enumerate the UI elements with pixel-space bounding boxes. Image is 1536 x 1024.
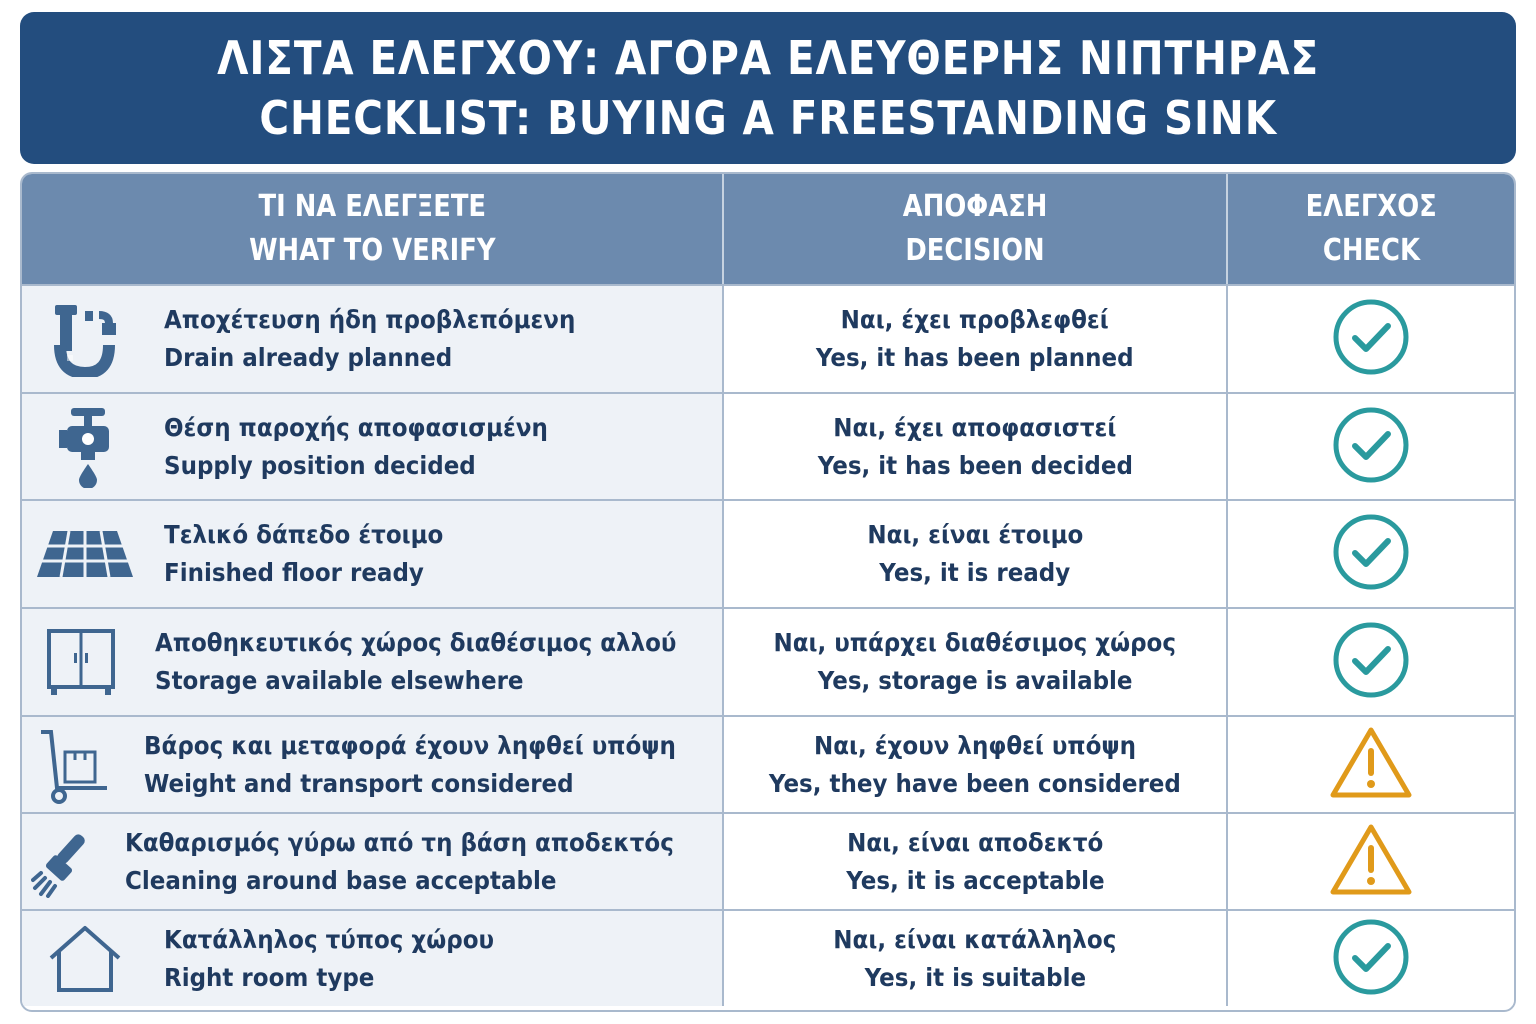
decision-cell — [724, 286, 1228, 392]
check-circle-icon — [1331, 917, 1411, 1001]
title-english: CHECKLIST: BUYING A FREESTANDING SINK — [259, 91, 1277, 145]
drain-pipe-icon — [22, 286, 148, 392]
table-body — [22, 284, 1514, 1006]
header-label-greek: ΤΙ ΝΑ ΕΛΕΓΞΕΤΕ — [258, 189, 486, 224]
item-cell — [22, 814, 724, 909]
decision-greek: Ναι, είναι έτοιμο — [867, 520, 1083, 549]
header-label-greek: ΑΠΟΦΑΣΗ — [902, 189, 1048, 224]
floor-tiles-icon — [22, 501, 148, 607]
decision-english: Yes, they have been considered — [769, 768, 1181, 798]
check-cell — [1228, 501, 1514, 607]
decision-greek: Ναι, είναι αποδεκτό — [846, 827, 1104, 857]
item-cell — [22, 717, 724, 812]
decision-greek: Ναι, υπάρχει διαθέσιμος χώρος — [773, 628, 1177, 657]
header-label-greek: ΕΛΕΓΧΟΣ — [1305, 189, 1437, 224]
item-cell — [22, 286, 724, 392]
checklist-table — [20, 172, 1516, 1012]
item-label-english: Right room type — [164, 962, 375, 992]
item-label-greek: Κατάλληλος τύπος χώρου — [164, 924, 495, 954]
header-check — [1228, 174, 1514, 284]
check-cell — [1228, 814, 1514, 909]
header-label-english: DECISION — [905, 233, 1045, 268]
item-label-greek: Αποχέτευση ήδη προβλεπόμενη — [164, 305, 576, 334]
decision-cell — [724, 717, 1228, 812]
item-text — [128, 727, 722, 803]
item-label-english: Drain already planned — [164, 343, 453, 372]
table-row — [22, 909, 1514, 1006]
check-cell — [1228, 286, 1514, 392]
decision-greek: Ναι, έχει αποφασιστεί — [833, 412, 1117, 442]
title-banner — [20, 12, 1516, 164]
table-row — [22, 715, 1514, 812]
decision-english: Yes, storage is available — [817, 666, 1133, 695]
item-label-greek: Βάρος και μεταφορά έχουν ληφθεί υπόψη — [143, 730, 676, 760]
item-label-english: Weight and transport considered — [143, 768, 574, 798]
decision-english: Yes, it has been decided — [817, 450, 1133, 480]
check-circle-icon — [1331, 620, 1411, 704]
item-text — [139, 624, 722, 700]
item-cell — [22, 911, 724, 1006]
item-label-greek: Θέση παροχής αποφασισμένη — [164, 412, 548, 442]
header-decision — [724, 174, 1228, 284]
item-label-english: Storage available elsewhere — [155, 666, 524, 695]
decision-english: Yes, it is suitable — [864, 962, 1086, 992]
table-header — [22, 174, 1514, 284]
decision-cell — [724, 501, 1228, 607]
decision-english: Yes, it is acceptable — [845, 865, 1105, 895]
table-row — [22, 607, 1514, 715]
item-text — [148, 409, 581, 485]
decision-cell — [724, 814, 1228, 909]
warning-triangle-icon — [1329, 822, 1413, 902]
hand-truck-icon — [22, 717, 128, 812]
check-cell — [1228, 609, 1514, 715]
item-text — [148, 301, 611, 377]
check-cell — [1228, 717, 1514, 812]
check-circle-icon — [1331, 512, 1411, 596]
item-label-greek: Καθαρισμός γύρω από τη βάση αποδεκτός — [125, 827, 675, 857]
table-row — [22, 392, 1514, 499]
decision-cell — [724, 394, 1228, 499]
item-cell — [22, 501, 724, 607]
item-label-greek: Τελικό δάπεδο έτοιμο — [164, 520, 444, 549]
cabinet-icon — [22, 609, 139, 715]
item-cell — [22, 394, 724, 499]
decision-cell — [724, 609, 1228, 715]
cleaning-brush-icon — [22, 814, 109, 909]
house-icon — [22, 911, 148, 1006]
item-cell — [22, 609, 724, 715]
table-row — [22, 812, 1514, 909]
item-text — [148, 921, 523, 997]
item-label-greek: Αποθηκευτικός χώρος διαθέσιμος αλλού — [155, 628, 677, 657]
item-label-english: Supply position decided — [164, 450, 476, 480]
item-text — [148, 516, 468, 592]
water-tap-icon — [22, 394, 148, 499]
check-circle-icon — [1331, 297, 1411, 381]
decision-english: Yes, it is ready — [879, 558, 1071, 587]
decision-greek: Ναι, έχει προβλεφθεί — [840, 305, 1110, 334]
check-cell — [1228, 911, 1514, 1006]
decision-english: Yes, it has been planned — [816, 343, 1134, 372]
header-label-english: WHAT TO VERIFY — [248, 233, 496, 268]
item-label-english: Cleaning around base acceptable — [125, 865, 557, 895]
title-greek: ΛΙΣΤΑ ΕΛΕΓΧΟΥ: ΑΓΟΡΑ ΕΛΕΥΘΕΡΗΣ ΝΙΠΤΗΡΑΣ — [217, 31, 1319, 85]
table-row — [22, 499, 1514, 607]
decision-greek: Ναι, έχουν ληφθεί υπόψη — [813, 730, 1137, 760]
item-label-english: Finished floor ready — [164, 558, 424, 587]
table-row — [22, 284, 1514, 392]
warning-triangle-icon — [1329, 725, 1413, 805]
decision-greek: Ναι, είναι κατάλληλος — [833, 924, 1117, 954]
header-what-to-verify — [22, 174, 724, 284]
header-label-english: CHECK — [1322, 233, 1420, 268]
item-text — [109, 824, 722, 900]
check-circle-icon — [1331, 405, 1411, 489]
decision-cell — [724, 911, 1228, 1006]
check-cell — [1228, 394, 1514, 499]
